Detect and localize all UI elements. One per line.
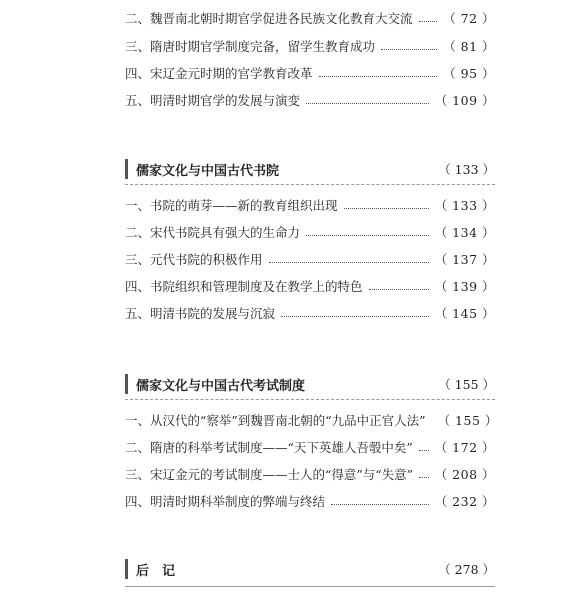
section-divider [125, 586, 495, 587]
toc-entry-title: 一、从汉代的“察举”到魏晋南北朝的“九品中正官人法” [125, 413, 426, 428]
toc-entry[interactable] [125, 90, 495, 112]
section-page: （ 133 ） [438, 162, 495, 177]
dot-leader [419, 449, 429, 451]
dot-leader [419, 20, 438, 22]
toc-entry-page: （ 137 ） [434, 252, 495, 267]
section-heading[interactable] [125, 557, 495, 581]
section-heading[interactable] [125, 157, 495, 181]
toc-entry[interactable] [125, 195, 495, 217]
dot-leader [319, 75, 438, 77]
toc-entry-page: （ 134 ） [434, 225, 495, 240]
toc-entry[interactable] [125, 464, 495, 486]
toc-entry-title: 三、宋辽金元的考试制度——士人的“得意”与“失意” [125, 467, 414, 482]
section-marker [125, 559, 128, 579]
section-page: （ 278 ） [438, 562, 495, 577]
dot-leader [281, 315, 429, 317]
toc-entry-page: （ 81 ） [443, 39, 495, 54]
toc-entry-title: 三、元代书院的积极作用 [125, 252, 263, 267]
section-title: 后 记 [136, 563, 176, 579]
toc-entry-title: 四、明清时期科举制度的弊端与终结 [125, 494, 326, 509]
toc-entry-page: （ 133 ） [434, 198, 495, 213]
section-title: 儒家文化与中国古代考试制度 [136, 378, 306, 394]
section-title: 儒家文化与中国古代书院 [136, 163, 280, 179]
toc-entry-page: （ 109 ） [434, 93, 495, 108]
toc-entry[interactable] [125, 303, 495, 325]
section-marker [125, 159, 128, 179]
toc-entry-page: （ 232 ） [434, 494, 495, 509]
toc-entry-page: （ 172 ） [434, 440, 495, 455]
toc-entry[interactable] [125, 410, 498, 432]
toc-entry-title: 四、宋辽金元时期的官学教育改革 [125, 66, 313, 81]
dot-leader [344, 207, 429, 209]
toc-entry[interactable] [125, 222, 495, 244]
section-divider [125, 399, 495, 400]
section-divider [125, 184, 495, 185]
section-page: （ 155 ） [438, 377, 495, 392]
toc-entry-title: 五、明清时期官学的发展与演变 [125, 93, 301, 108]
toc-entry[interactable] [125, 63, 495, 85]
toc-entry-page: （ 155 ） [437, 413, 498, 428]
toc-entry[interactable] [125, 491, 495, 513]
toc-entry-title: 四、书院组织和管理制度及在教学上的特色 [125, 279, 363, 294]
toc-entry-page: （ 208 ） [434, 467, 495, 482]
toc-entry-page: （ 72 ） [443, 11, 495, 26]
dot-leader [369, 288, 429, 290]
toc-entry[interactable] [125, 249, 495, 271]
toc-entry-title: 五、明清书院的发展与沉寂 [125, 306, 276, 321]
dot-leader [381, 48, 437, 50]
toc-entry-page: （ 95 ） [443, 66, 495, 81]
toc-entry-page: （ 139 ） [434, 279, 495, 294]
toc-entry-title: 三、隋唐时期官学制度完备，留学生教育成功 [125, 39, 376, 54]
dot-leader [419, 476, 429, 478]
toc-entry[interactable] [125, 437, 495, 459]
toc-entry-title: 二、魏晋南北朝时期官学促进各民族文化教育大交流 [125, 11, 413, 26]
toc-entry-title: 二、隋唐的科举考试制度——“天下英雄人吾彀中矣” [125, 440, 413, 455]
section-marker [125, 374, 128, 394]
toc-entry-title: 二、宋代书院具有强大的生命力 [125, 225, 301, 240]
dot-leader [306, 234, 429, 236]
dot-leader [306, 102, 429, 104]
toc-entry[interactable] [125, 8, 495, 30]
toc-entry-title: 一、书院的萌芽——新的教育组织出现 [125, 198, 338, 213]
dot-leader [269, 261, 429, 263]
section-heading[interactable] [125, 372, 495, 396]
toc-entry-page: （ 145 ） [434, 306, 495, 321]
dot-leader [331, 503, 429, 505]
toc-entry[interactable] [125, 36, 495, 58]
toc-entry[interactable] [125, 276, 495, 298]
